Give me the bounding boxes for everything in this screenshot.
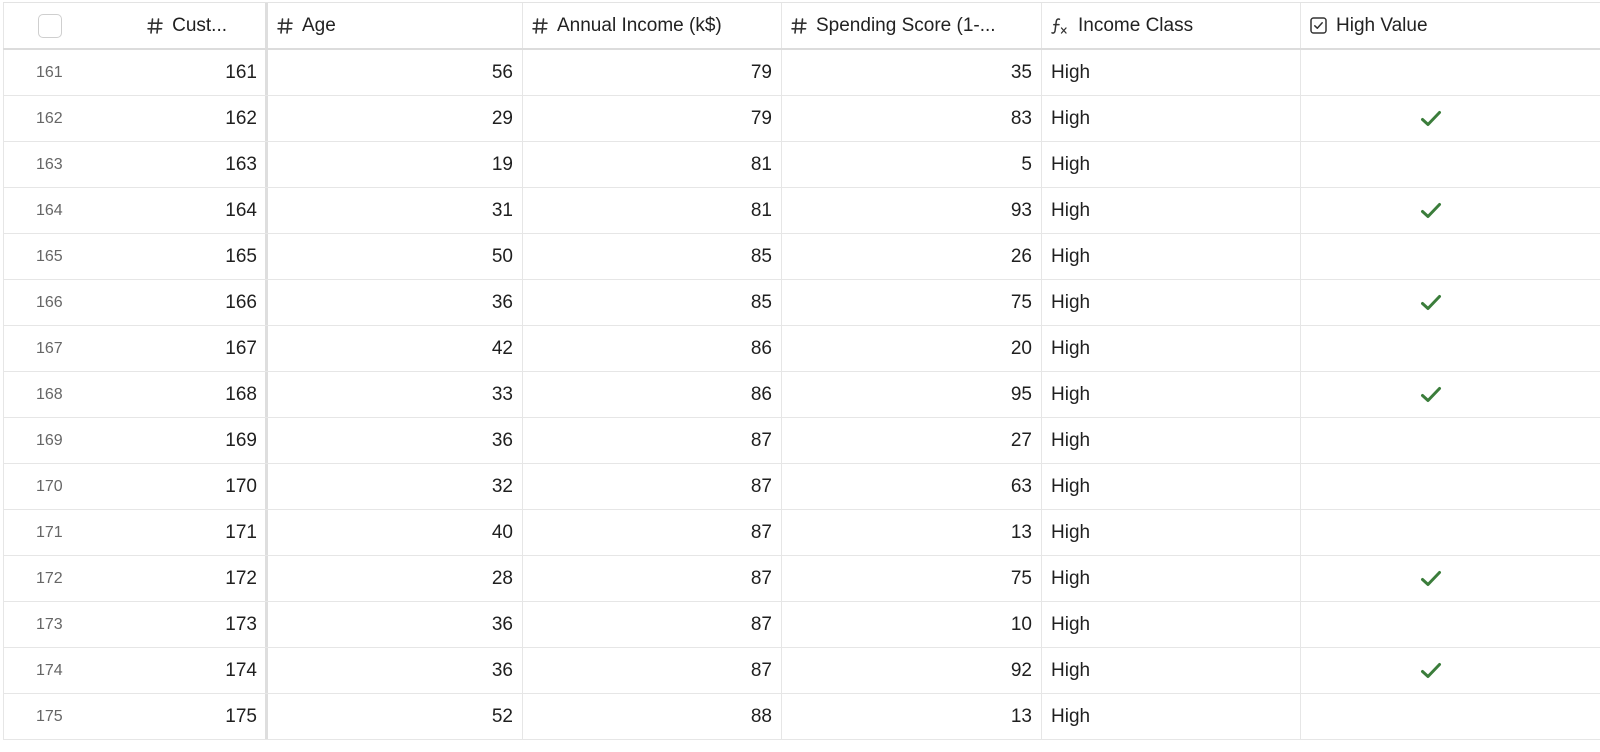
- cell-customer[interactable]: [3, 602, 268, 647]
- table-row[interactable]: [3, 648, 1600, 694]
- formula-icon: [1050, 16, 1070, 36]
- header-customer[interactable]: [3, 3, 268, 48]
- cell-age[interactable]: 31: [268, 188, 523, 233]
- table-row[interactable]: [3, 464, 1600, 510]
- cell-customer[interactable]: [3, 556, 268, 601]
- header-customer-group: [146, 15, 227, 37]
- cell-high-value[interactable]: [1301, 372, 1561, 417]
- row-number: 169: [36, 431, 63, 449]
- customer-id: 169: [225, 429, 257, 451]
- cell-annual-income[interactable]: 87: [523, 510, 782, 555]
- hash-icon: [276, 17, 294, 35]
- row-number: 168: [36, 385, 63, 403]
- cell-income-class[interactable]: High: [1042, 234, 1301, 279]
- table-body: [3, 50, 1600, 740]
- check-icon: [1420, 294, 1442, 312]
- cell-customer[interactable]: [3, 96, 268, 141]
- cell-income-class[interactable]: High: [1042, 602, 1301, 647]
- cell-annual-income[interactable]: 87: [523, 464, 782, 509]
- cell-high-value[interactable]: [1301, 694, 1561, 739]
- cell-age[interactable]: 52: [268, 694, 523, 739]
- customer-id: 171: [225, 521, 257, 543]
- cell-customer[interactable]: [3, 326, 268, 371]
- row-number: 167: [36, 339, 63, 357]
- cell-spending-score[interactable]: 35: [782, 50, 1042, 95]
- cell-annual-income[interactable]: 81: [523, 188, 782, 233]
- checkbox-icon: [1309, 16, 1328, 35]
- customer-id: 166: [225, 291, 257, 313]
- cell-annual-income[interactable]: 87: [523, 418, 782, 463]
- header-row: [3, 2, 1600, 50]
- cell-high-value[interactable]: [1301, 96, 1561, 141]
- cell-age[interactable]: 29: [268, 96, 523, 141]
- cell-high-value[interactable]: [1301, 510, 1561, 555]
- customer-id: 163: [225, 153, 257, 175]
- cell-high-value[interactable]: [1301, 326, 1561, 371]
- cell-spending-score[interactable]: 83: [782, 96, 1042, 141]
- cell-high-value[interactable]: [1301, 234, 1561, 279]
- hash-icon: [531, 17, 549, 35]
- cell-annual-income[interactable]: 87: [523, 556, 782, 601]
- row-number: 174: [36, 661, 63, 679]
- check-icon: [1420, 386, 1442, 404]
- row-number: 164: [36, 201, 63, 219]
- cell-annual-income[interactable]: 81: [523, 142, 782, 187]
- cell-customer[interactable]: [3, 464, 268, 509]
- cell-high-value[interactable]: [1301, 556, 1561, 601]
- table-row[interactable]: [3, 96, 1600, 142]
- customer-id: 175: [225, 705, 257, 727]
- customer-id: 172: [225, 567, 257, 589]
- check-icon: [1420, 570, 1442, 588]
- cell-income-class[interactable]: High: [1042, 556, 1301, 601]
- cell-age[interactable]: 42: [268, 326, 523, 371]
- cell-annual-income[interactable]: 79: [523, 96, 782, 141]
- cell-spending-score[interactable]: 10: [782, 602, 1042, 647]
- check-icon: [1420, 110, 1442, 128]
- header-income-class[interactable]: [1042, 3, 1301, 48]
- cell-high-value[interactable]: [1301, 464, 1561, 509]
- customer-id: 174: [225, 659, 257, 681]
- check-icon: [1420, 662, 1442, 680]
- cell-customer[interactable]: [3, 418, 268, 463]
- header-annual-income[interactable]: [523, 3, 782, 48]
- cell-spending-score[interactable]: 26: [782, 234, 1042, 279]
- cell-annual-income[interactable]: 86: [523, 372, 782, 417]
- cell-spending-score[interactable]: 75: [782, 280, 1042, 325]
- row-number: 173: [36, 615, 63, 633]
- cell-customer[interactable]: [3, 142, 268, 187]
- cell-age[interactable]: 56: [268, 50, 523, 95]
- customer-id: 168: [225, 383, 257, 405]
- cell-annual-income[interactable]: 87: [523, 648, 782, 693]
- row-number: 171: [36, 523, 63, 541]
- cell-income-class[interactable]: High: [1042, 50, 1301, 95]
- cell-customer[interactable]: [3, 188, 268, 233]
- customer-id: 164: [225, 199, 257, 221]
- customer-id: 162: [225, 107, 257, 129]
- header-annual-income-label: Annual Income (k$): [557, 14, 722, 36]
- cell-spending-score[interactable]: 20: [782, 326, 1042, 371]
- cell-customer[interactable]: [3, 234, 268, 279]
- row-number: 163: [36, 155, 63, 173]
- check-icon: [1420, 202, 1442, 220]
- cell-income-class[interactable]: High: [1042, 648, 1301, 693]
- customer-id: 173: [225, 613, 257, 635]
- table-row[interactable]: [3, 372, 1600, 418]
- table-row[interactable]: [3, 326, 1600, 372]
- cell-spending-score[interactable]: 92: [782, 648, 1042, 693]
- cell-customer[interactable]: [3, 372, 268, 417]
- table-row[interactable]: [3, 280, 1600, 326]
- cell-spending-score[interactable]: 63: [782, 464, 1042, 509]
- customer-id: 161: [225, 61, 257, 83]
- header-spending-score[interactable]: [782, 3, 1042, 48]
- header-customer-label: Cust...: [172, 14, 227, 36]
- table-row[interactable]: [3, 602, 1600, 648]
- row-number: 162: [36, 109, 63, 127]
- cell-age[interactable]: 32: [268, 464, 523, 509]
- cell-customer[interactable]: [3, 280, 268, 325]
- cell-income-class[interactable]: High: [1042, 280, 1301, 325]
- cell-income-class[interactable]: High: [1042, 510, 1301, 555]
- cell-customer[interactable]: [3, 510, 268, 555]
- header-age[interactable]: [268, 3, 523, 48]
- cell-high-value[interactable]: [1301, 280, 1561, 325]
- cell-spending-score[interactable]: 27: [782, 418, 1042, 463]
- cell-high-value[interactable]: [1301, 418, 1561, 463]
- row-number: 175: [36, 707, 63, 725]
- cell-age[interactable]: 36: [268, 648, 523, 693]
- cell-age[interactable]: 50: [268, 234, 523, 279]
- hash-icon: [790, 17, 808, 35]
- customer-id: 165: [225, 245, 257, 267]
- table-row[interactable]: [3, 142, 1600, 188]
- cell-age[interactable]: 36: [268, 602, 523, 647]
- cell-income-class[interactable]: High: [1042, 418, 1301, 463]
- cell-age[interactable]: 40: [268, 510, 523, 555]
- cell-spending-score[interactable]: 95: [782, 372, 1042, 417]
- table-row[interactable]: [3, 418, 1600, 464]
- row-number: 170: [36, 477, 63, 495]
- hash-icon: [146, 17, 164, 35]
- cell-income-class[interactable]: High: [1042, 372, 1301, 417]
- cell-spending-score[interactable]: 93: [782, 188, 1042, 233]
- cell-income-class[interactable]: High: [1042, 142, 1301, 187]
- cell-high-value[interactable]: [1301, 648, 1561, 693]
- cell-annual-income[interactable]: 87: [523, 602, 782, 647]
- select-all-checkbox[interactable]: [38, 14, 62, 38]
- cell-high-value[interactable]: [1301, 50, 1561, 95]
- cell-spending-score[interactable]: 75: [782, 556, 1042, 601]
- customer-id: 167: [225, 337, 257, 359]
- row-number: 172: [36, 569, 63, 587]
- table-row[interactable]: [3, 188, 1600, 234]
- cell-spending-score[interactable]: 13: [782, 694, 1042, 739]
- table-row[interactable]: [3, 510, 1600, 556]
- cell-age[interactable]: 36: [268, 418, 523, 463]
- cell-annual-income[interactable]: 85: [523, 234, 782, 279]
- header-high-value-label: High Value: [1336, 14, 1428, 36]
- header-spending-score-label: Spending Score (1-...: [816, 14, 996, 36]
- cell-age[interactable]: 33: [268, 372, 523, 417]
- header-age-label: Age: [302, 14, 336, 36]
- customer-id: 170: [225, 475, 257, 497]
- cell-age[interactable]: 28: [268, 556, 523, 601]
- cell-spending-score[interactable]: 13: [782, 510, 1042, 555]
- cell-high-value[interactable]: [1301, 602, 1561, 647]
- row-number: 161: [36, 63, 63, 81]
- data-grid: [3, 2, 1600, 740]
- cell-annual-income[interactable]: 88: [523, 694, 782, 739]
- cell-age[interactable]: 19: [268, 142, 523, 187]
- table-row[interactable]: [3, 556, 1600, 602]
- cell-customer[interactable]: [3, 648, 268, 693]
- cell-annual-income[interactable]: 86: [523, 326, 782, 371]
- cell-annual-income[interactable]: 79: [523, 50, 782, 95]
- table-row[interactable]: [3, 234, 1600, 280]
- table-row[interactable]: [3, 50, 1600, 96]
- cell-high-value[interactable]: [1301, 142, 1561, 187]
- cell-income-class[interactable]: High: [1042, 464, 1301, 509]
- cell-income-class[interactable]: High: [1042, 326, 1301, 371]
- cell-income-class[interactable]: High: [1042, 188, 1301, 233]
- cell-income-class[interactable]: High: [1042, 694, 1301, 739]
- cell-high-value[interactable]: [1301, 188, 1561, 233]
- cell-age[interactable]: 36: [268, 280, 523, 325]
- row-number: 166: [36, 293, 63, 311]
- cell-customer[interactable]: [3, 694, 268, 739]
- cell-spending-score[interactable]: 5: [782, 142, 1042, 187]
- header-income-class-label: Income Class: [1078, 14, 1194, 36]
- cell-annual-income[interactable]: 85: [523, 280, 782, 325]
- header-high-value[interactable]: [1301, 3, 1561, 48]
- table-row[interactable]: [3, 694, 1600, 740]
- cell-customer[interactable]: [3, 50, 268, 95]
- cell-income-class[interactable]: High: [1042, 96, 1301, 141]
- row-number: 165: [36, 247, 63, 265]
